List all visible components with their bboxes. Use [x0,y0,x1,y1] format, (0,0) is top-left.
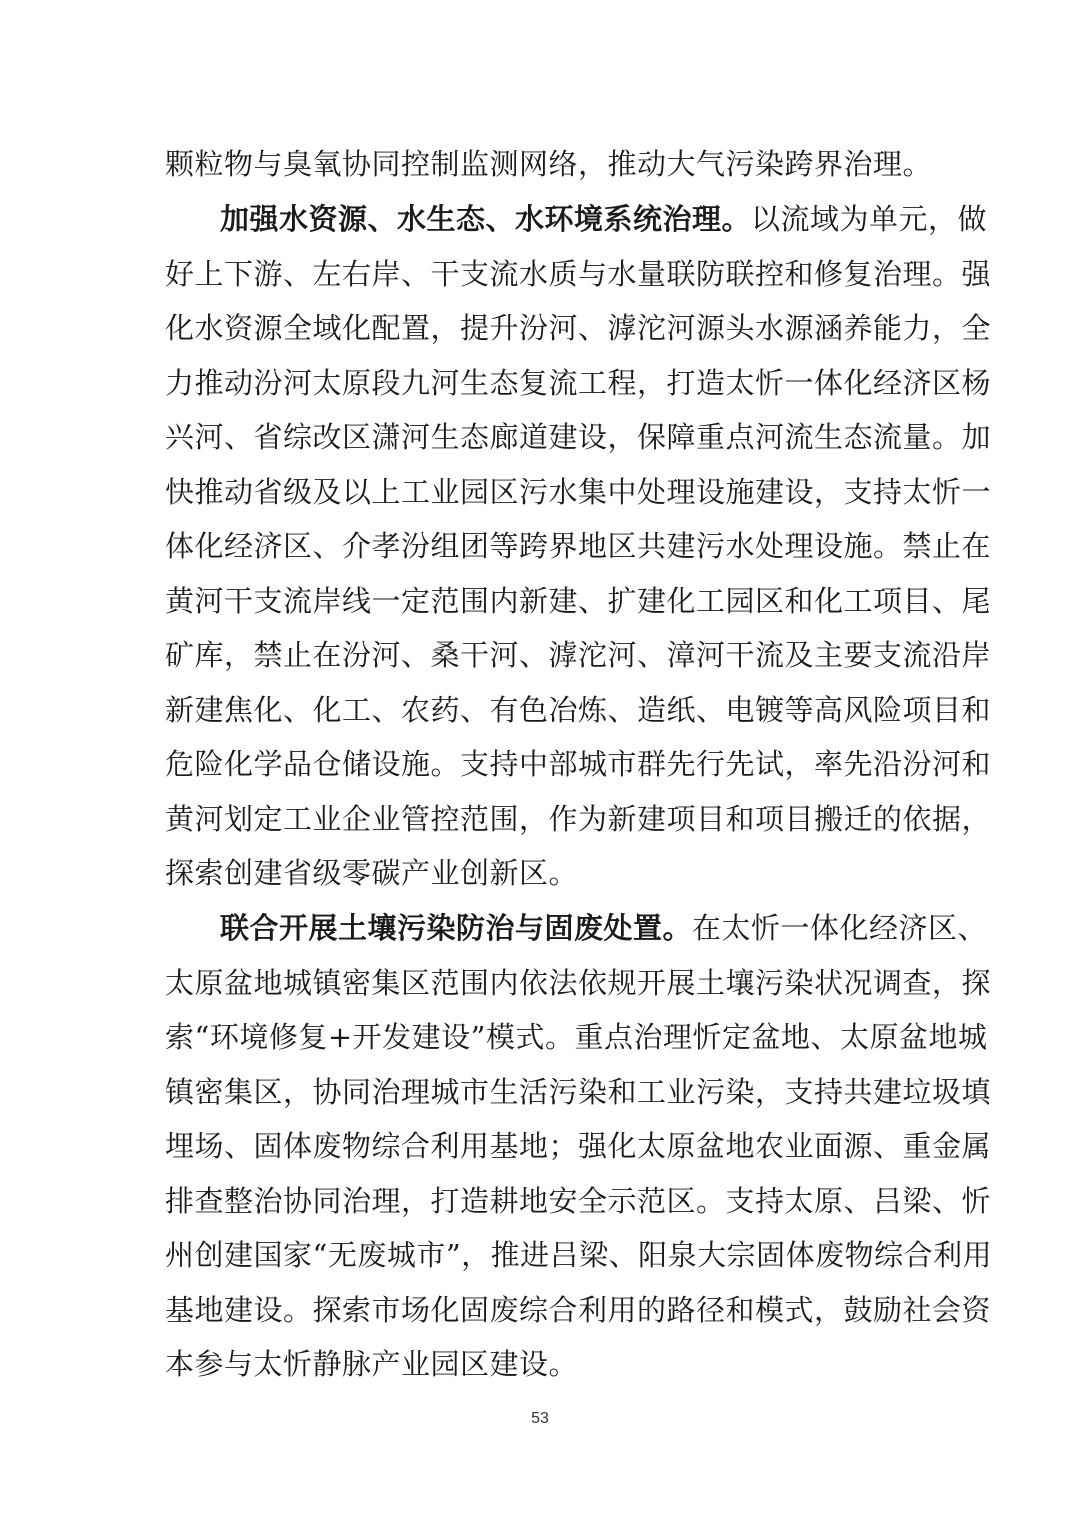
paragraph-heading-line: 加强水资源、水生态、水环境系统治理。以流域为单元，做 [220,202,988,236]
text-line: 太原盆地城镇密集区范围内依法依规开展土壤污染状况调查，探 [165,966,992,1000]
text-line: 新建焦化、化工、农药、有色冶炼、造纸、电镀等高风险项目和 [165,693,992,727]
text-line: 索“环境修复+开发建设”模式。重点治理忻定盆地、太原盆地城 [165,1020,988,1054]
text-line: 力推动汾河太原段九河生态复流工程，打造太忻一体化经济区杨 [165,366,992,400]
text-line: 颗粒物与臭氧协同控制监测网络，推动大气污染跨界治理。 [165,147,933,181]
text-line: 排查整治协同治理，打造耕地安全示范区。支持太原、吕梁、忻 [165,1184,992,1218]
text-line: 州创建国家“无废城市”，推进吕梁、阳泉大宗固体废物综合利用 [165,1238,993,1272]
text-line: 镇密集区，协同治理城市生活污染和工业污染，支持共建垃圾填 [165,1075,992,1109]
text-line: 化水资源全域化配置，提升汾河、滹沱河源头水源涵养能力，全 [165,311,992,345]
text-line: 矿库，禁止在汾河、桑干河、滹沱河、漳河干流及主要支流沿岸 [165,638,992,672]
text-line: 本参与太忻静脉产业园区建设。 [165,1347,579,1381]
text-line: 黄河划定工业企业管控范围，作为新建项目和项目搬迁的依据， [165,802,992,836]
page-number: 53 [531,1410,549,1427]
paragraph-heading-line: 联合开展土壤污染防治与固废处置。在太忻一体化经济区、 [220,911,988,945]
text-line: 黄河干支流岸线一定范围内新建、扩建化工园区和化工项目、尾 [165,584,992,618]
text-line: 埋场、固体废物综合利用基地；强化太原盆地农业面源、重金属 [165,1129,992,1163]
text-line: 基地建设。探索市场化固废综合利用的路径和模式，鼓励社会资 [165,1293,992,1327]
text-line: 体化经济区、介孝汾组团等跨界地区共建污水处理设施。禁止在 [165,529,992,563]
paragraph-heading: 联合开展土壤污染防治与固废处置。 [220,911,693,945]
text-line: 兴河、省综改区潇河生态廊道建设，保障重点河流生态流量。加 [165,420,992,454]
text-line: 快推动省级及以上工业园区污水集中处理设施建设，支持太忻一 [165,475,992,509]
text-line: 危险化学品仓储设施。支持中部城市群先行先试，率先沿汾河和 [165,747,992,781]
paragraph-heading: 加强水资源、水生态、水环境系统治理。 [220,202,752,236]
text-line: 好上下游、左右岸、干支流水质与水量联防联控和修复治理。强 [165,257,992,291]
text-line: 探索创建省级零碳产业创新区。 [165,856,579,890]
